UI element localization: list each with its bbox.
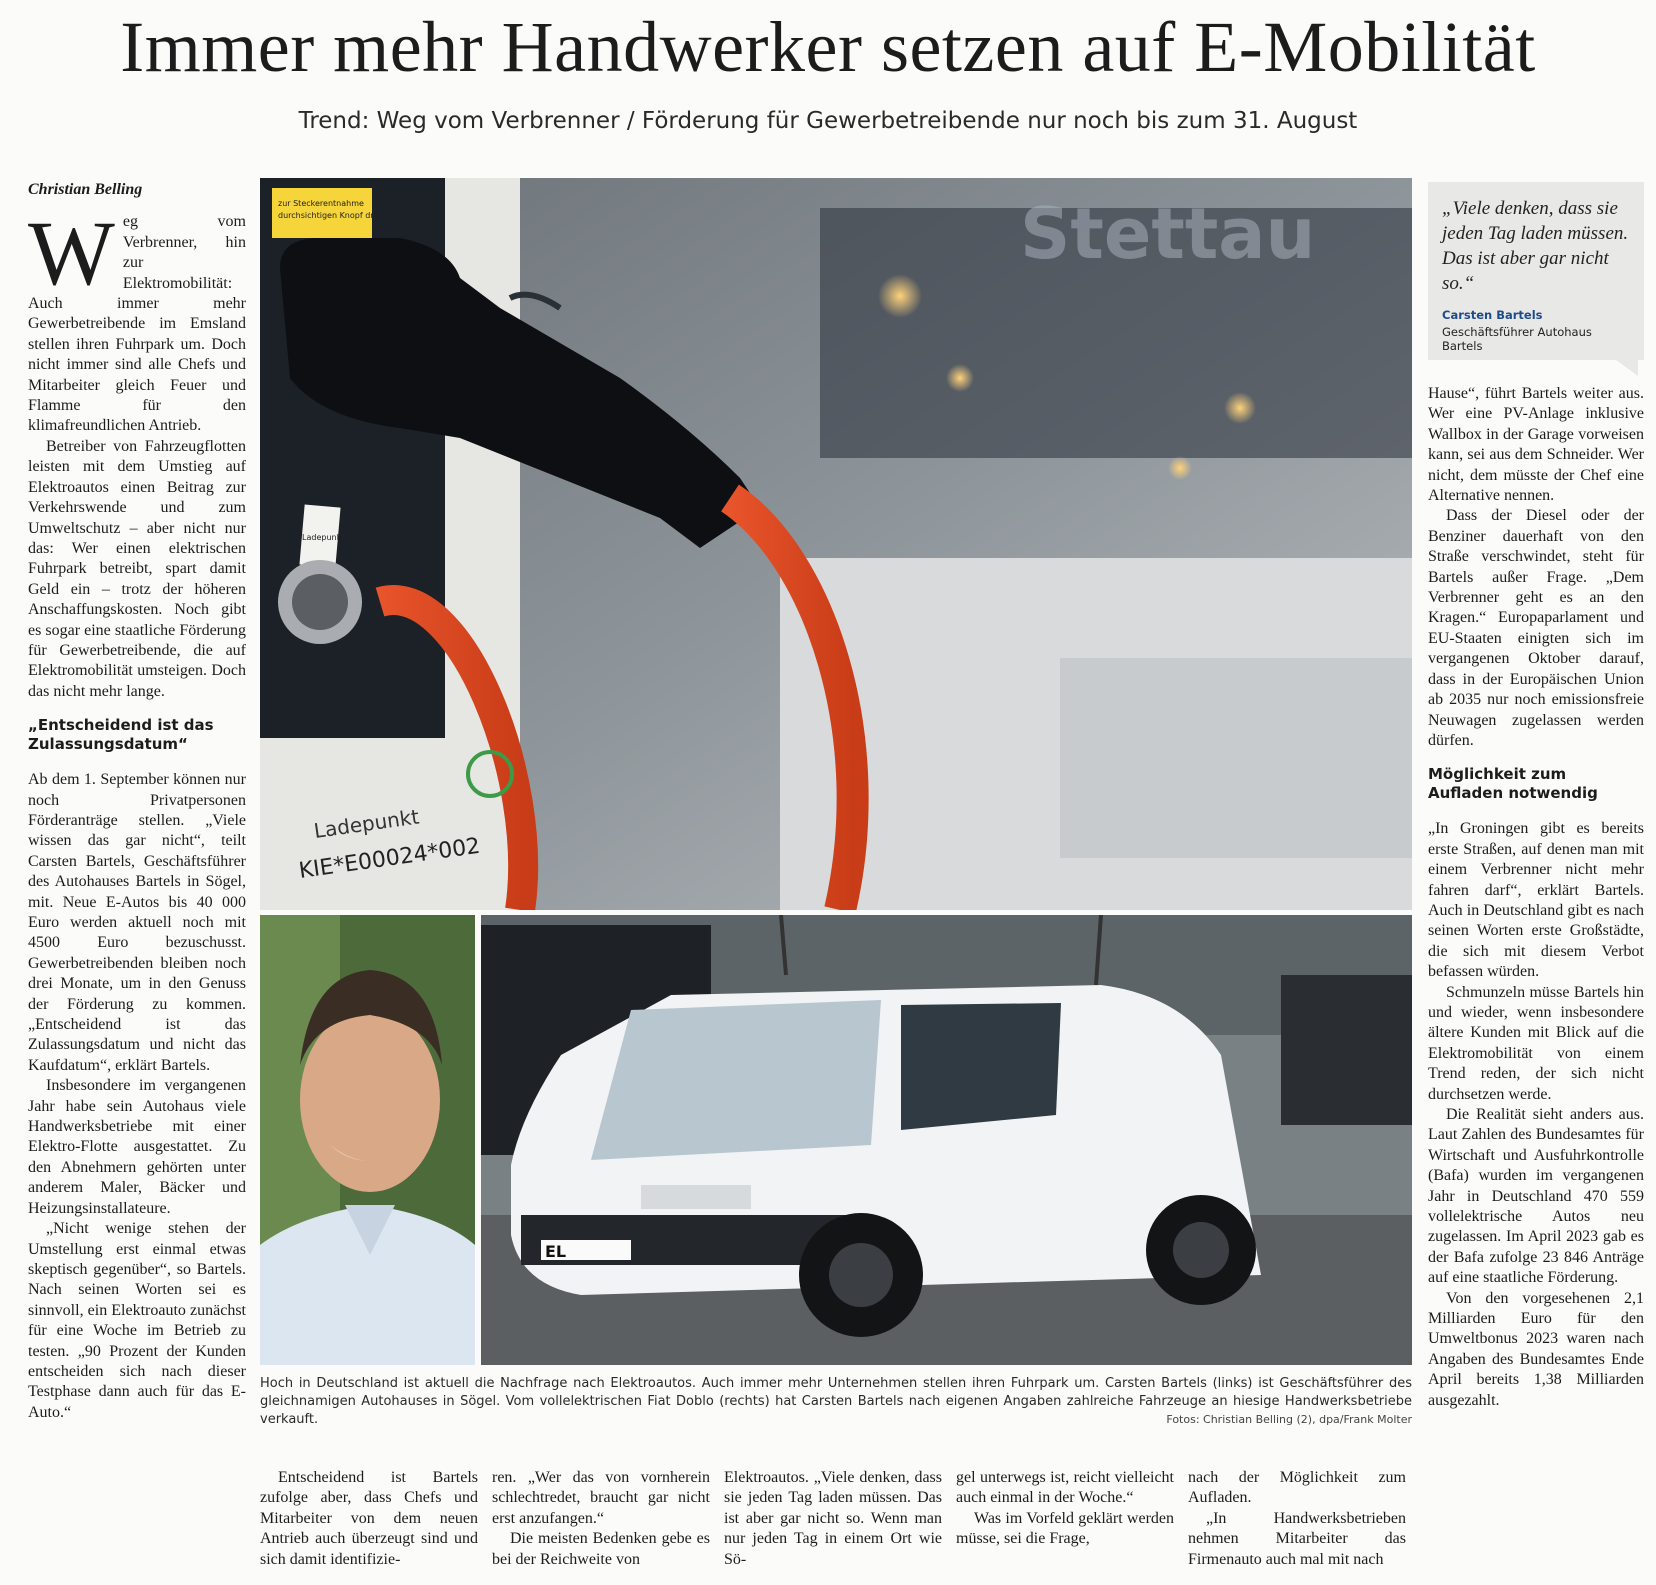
author-byline: Christian Belling — [28, 181, 143, 198]
photo-caption: Hoch in Deutschland ist aktuell die Nachfrage nach Elektroautos. Auch immer mehr Unternehmen stellen ihren Fuhrpark um. Carsten Bartels (links) ist Geschäftsführer des gleichnamigen Autohauses in Sögel. Vom vollelektrischen Fiat Doblo (rechts) hat Carsten Bartels nach eigenen Angaben zahlreiche Fahrzeuge an hiesige Handwerksbetriebe verkauft. — [260, 1376, 1412, 1427]
lead-paragraph — [28, 202, 246, 436]
pull-quote — [1428, 182, 1644, 360]
right-paragraph: Dass der Diesel oder der Benziner dauerhaft von den Straße verschwindet, steht für Bartels außer Frage. „Dem Verbrenner geht es an den Kragen.“ Europaparlament und EU-Staaten einigten sich im vergangenen Oktober darauf, dass in der Europäischen Union ab 2035 nur noch emissionsfreie Neuwagen zugelassen werden dürfen. — [1428, 507, 1644, 749]
right-paragraph: Die Realität sieht anders aus. Laut Zahlen des Bundesamtes für Wirtschaft und Ausfuhrkontrolle (Bafa) wurden im vergangenen Jahr in Deutschland 470 559 vollelektrische Autos neu zugelassen. Im April 2023 gab es der Bafa zufolge 23 846 Anträge auf eine staatliche Förderung. — [1428, 1106, 1644, 1287]
bottom-paragraph: Die meisten Bedenken gebe es bei der Reichweite von — [492, 1530, 710, 1568]
bottom-column-4 — [956, 1468, 1174, 1550]
col1-paragraph: Betreiber von Fahrzeugflotten leisten mit dem Umstieg auf Elektroautos einen Beitrag zur Verkehrswende und zum Umweltschutz – aber nicht nur das: Wer einen elektrischen Fuhrpark betreibt, spart damit Geld ein – trotz der höheren Anschaffungskosten. Noch gibt es sogar eine staatliche Förderung für Gewerbetreibende, die auf Elektromobilität umsteigen. Doch das nicht mehr lange. — [28, 437, 246, 700]
label-ladepunkt: Ladepunkt — [312, 804, 421, 843]
bottom-column-3 — [724, 1468, 942, 1570]
pull-quote-name: Carsten Bartels — [1442, 308, 1543, 322]
pull-quote-text: „Viele denken, dass sie jeden Tag laden müssen. Das ist aber gar nicht so.“ — [1442, 198, 1629, 294]
subline: Trend: Weg vom Verbrenner / Förderung für Gewerbetreibende nur noch bis zum 31. August — [298, 108, 1358, 134]
subheading-aufladen: Möglichkeit zum Aufladen notwendig — [1428, 765, 1598, 803]
pull-quote-tail — [1616, 360, 1638, 376]
dropcap: W — [28, 202, 115, 305]
sign-line-1: zur Steckerentnahme — [278, 199, 364, 208]
bottom-column-2 — [492, 1468, 710, 1570]
bottom-column-1 — [260, 1468, 478, 1570]
subheading-zulassung: „Entscheidend ist das Zulassungsdatum“ — [28, 716, 214, 754]
photo-charging-station — [260, 178, 1412, 910]
pull-quote-role: Geschäftsführer Autohaus Bartels — [1442, 325, 1592, 353]
bottom-paragraph: Was im Vorfeld geklärt werden müsse, sei die Frage, — [956, 1509, 1174, 1548]
bottom-column-5 — [1188, 1468, 1406, 1570]
label-charger-code: KIE*E00024*002 — [297, 833, 482, 884]
background-lettering: Stettau — [1020, 193, 1316, 275]
bottom-paragraph: gel unterwegs ist, reicht vielleicht auch einmal in der Woche.“ — [956, 1469, 1174, 1507]
col1-paragraph: Ab dem 1. September können nur noch Privatpersonen Förderanträge stellen. „Viele wissen das gar nicht“, teilt Carsten Bartels, Geschäftsführer des Autohauses Bartels in Sögel, mit. Neue E-Autos bis 40 000 Euro werden aktuell noch mit 4500 Euro bezuschusst. Gewerbetreibenden bleiben noch drei Monate, um in den Genuss der Förderung zu kommen. „Entscheidend ist das Zulassungsdatum und nicht das Kaufdatum“, erklärt Bartels. — [28, 771, 246, 1074]
headline: Immer mehr Handwerker setzen auf E-Mobilität — [120, 7, 1536, 87]
sticker-ladepunkt: Ladepunkt 1 — [302, 533, 352, 542]
photo-fiat-doblo-van — [481, 915, 1412, 1365]
sign-line-2: durchsichtigen Knopf drücken — [278, 211, 398, 220]
bottom-paragraph: „In Handwerksbetrieben nehmen Mitarbeiter das Firmenauto auch mal mit nach — [1188, 1509, 1406, 1568]
bottom-paragraph: nach der Möglichkeit zum Aufladen. — [1188, 1469, 1406, 1507]
col1-paragraph: Insbesondere im vergangenen Jahr habe sein Autohaus viele Handwerksbetriebe mit einer Elektro-Flotte ausgestattet. Zu den Abnehmern gehörten unter anderem Maler, Bäcker und Heizungsinstallateure. — [28, 1077, 246, 1217]
right-paragraph: Schmunzeln müsse Bartels hin und wieder, wenn insbesondere ältere Kunden mit Blick auf die Elektromobilität von einem Trend reden, der sich nicht durchsetzen werde. — [1428, 983, 1644, 1103]
col1-paragraph: „Nicht wenige stehen der Umstellung erst einmal etwas skeptisch gegenüber“, so Bartels. Nach seinen Worten sei es sinnvoll, ein Elektroauto zunächst für eine Woche im Betrieb zu testen. „90 Prozent der Kunden entscheiden sich nach dieser Testphase dann auch für das E-Auto.“ — [28, 1220, 246, 1421]
license-plate: EL — [545, 1242, 567, 1261]
photo-portrait-carsten-bartels — [260, 915, 475, 1365]
bottom-paragraph: Elektroautos. „Viele denken, dass sie jeden Tag laden müssen. Das ist aber gar nicht so. Wenn man nur jeden Tag in einem Ort wie Sö- — [724, 1469, 942, 1568]
bottom-paragraph: Entscheidend ist Bartels zufolge aber, dass Chefs und Mitarbeiter von dem neuen Antrieb auch überzeugt sind und sich damit identifizie- — [260, 1469, 478, 1568]
right-paragraph: Hause“, führt Bartels weiter aus. Wer eine PV-Anlage inklusive Wallbox in der Garage vorweisen kann, sei aus dem Schneider. Wer nicht, dem müsste der Chef eine Alternative nennen. — [1428, 385, 1644, 505]
right-paragraph: Von den vorgesehenen 2,1 Milliarden Euro für den Umweltbonus 2023 waren nach Angaben des Bundesamtes Ende April bereits 1,38 Milliarden ausgezahlt. — [1428, 1289, 1644, 1409]
column-right — [1428, 384, 1644, 1411]
photo-credit: Fotos: Christian Belling (2), dpa/Frank Molter — [1166, 1413, 1412, 1426]
column-1 — [28, 180, 246, 1423]
bottom-paragraph: ren. „Wer das von vornherein schlechtredet, braucht gar nicht erst anzufangen.“ — [492, 1469, 710, 1527]
right-paragraph: „In Groningen gibt es bereits erste Straßen, auf denen man mit einem Verbrenner nicht mehr fahren darf“, erklärt Bartels. Auch in Deutschland gibt es nach seinen Worten erste Großstädte, die sich mit diesem Verbot befassen würden. — [1428, 820, 1644, 981]
lead-text: eg vom Verbrenner, hin zur Elektromobilität: Auch immer mehr Gewerbetreibende im Emsland stellen ihren Fuhrpark um. Doch nicht immer sind alle Chefs und Mitarbeiter gleich Feuer und Flamme für den klimafreundlichen Antrieb. — [28, 213, 246, 435]
